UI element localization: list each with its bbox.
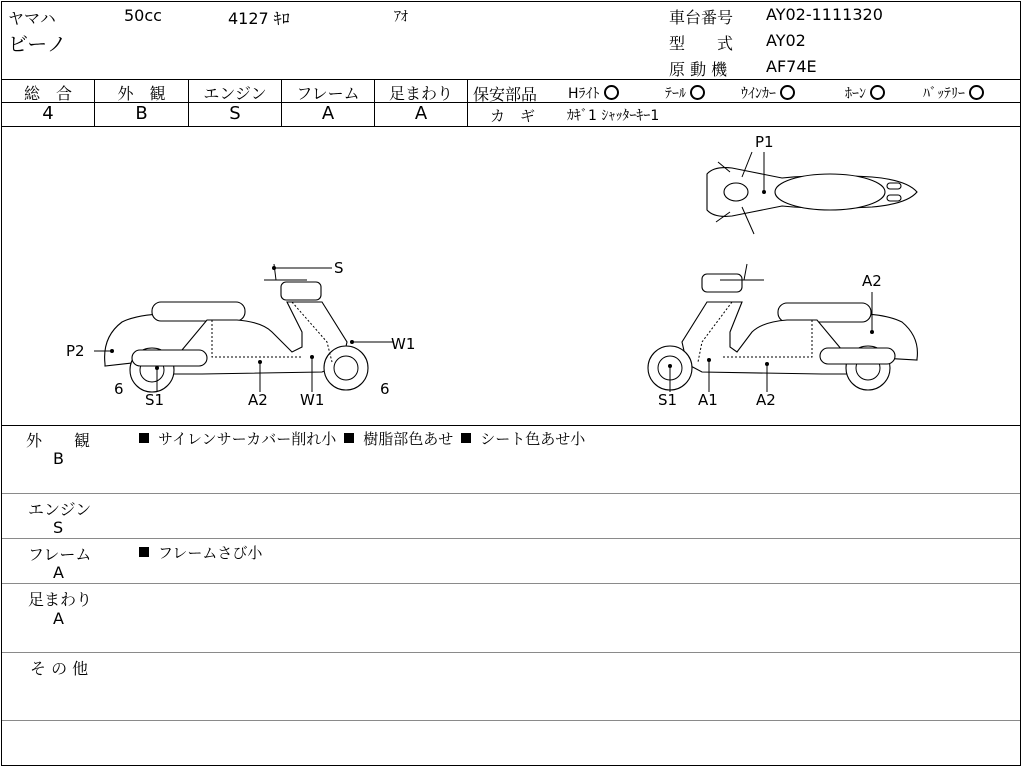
remark-label-other: そ の 他 <box>30 659 89 678</box>
safety-label: 保安部品 <box>473 85 538 104</box>
callout-label: S1 <box>658 391 678 409</box>
callout-label: W1 <box>300 391 325 409</box>
divider <box>2 538 1020 539</box>
remark-item: シート色あせ小 <box>480 430 586 448</box>
model-name: ビーノ <box>8 32 67 56</box>
bullet-icon <box>139 547 149 557</box>
chassis-label: 車台番号 <box>669 8 734 27</box>
remark-item: フレームさび小 <box>158 544 263 562</box>
divider <box>2 493 1020 494</box>
callout-label: A2 <box>862 272 882 290</box>
color: ｱｵ <box>394 9 408 25</box>
mileage: 4127 ｷﾛ <box>228 9 290 28</box>
grade-frame: A <box>321 103 335 124</box>
inspection-sheet <box>1 1 1021 766</box>
grade-header-engine: エンジン <box>203 84 267 103</box>
grade-suspension: A <box>414 103 428 124</box>
scooter-top-view <box>707 152 917 234</box>
grade-engine: S <box>229 103 241 124</box>
remark-grade-frame: A <box>53 563 64 582</box>
callout-label: A1 <box>698 391 718 409</box>
callout-label: 6 <box>380 380 390 398</box>
remark-label-suspension: 足まわり <box>28 590 93 609</box>
safety-item-label: Hﾗｲﾄ <box>568 86 600 102</box>
engine-label: 原 動 機 <box>669 60 728 79</box>
divider <box>2 583 1020 584</box>
divider <box>2 652 1020 653</box>
scooter-left-view <box>105 264 368 392</box>
remark-label-frame: フレーム <box>28 545 92 564</box>
key-label: カ ギ <box>490 107 536 125</box>
key-value: ｶｷﾞ1 ｼｬｯﾀｰｷｰ1 <box>567 108 660 124</box>
grade-exterior: B <box>135 103 148 124</box>
chassis-value: AY02-1111320 <box>766 5 883 24</box>
callout-label: S1 <box>145 391 165 409</box>
callout-label: P1 <box>755 133 774 151</box>
grade-header-frame: フレーム <box>296 84 360 103</box>
remark-label-engine: エンジン <box>28 500 92 519</box>
type-label: 型 式 <box>669 34 734 53</box>
safety-item-label: ｳｲﾝｶｰ <box>741 86 776 102</box>
grade-header-exterior: 外 観 <box>117 84 166 103</box>
remark-item: 樹脂部色あせ <box>363 430 454 448</box>
callout-label: 6 <box>114 380 124 398</box>
bullet-icon <box>344 433 354 443</box>
displacement: 50cc <box>124 6 162 25</box>
remark-items-frame <box>135 542 262 563</box>
callout-label: A2 <box>248 391 268 409</box>
grade-overall: 4 <box>42 103 54 124</box>
bullet-icon <box>461 433 471 443</box>
remark-item: サイレンサーカバー削れ小 <box>158 430 337 448</box>
callout-label: A2 <box>756 391 776 409</box>
maker: ヤマハ <box>8 9 56 28</box>
divider <box>2 720 1020 721</box>
grade-header-overall: 総 合 <box>23 84 72 103</box>
remark-label-exterior: 外 観 <box>26 431 91 450</box>
remark-grade-exterior: B <box>53 449 64 468</box>
safety-item-label: ﾎｰﾝ <box>845 86 866 102</box>
engine-value: AF74E <box>766 57 817 76</box>
grade-header-suspension: 足まわり <box>388 84 453 103</box>
safety-item-label: ﾃｰﾙ <box>665 86 686 102</box>
safety-item-label: ﾊﾞｯﾃﾘｰ <box>923 86 965 102</box>
remark-grade-engine: S <box>53 518 64 537</box>
divider <box>2 425 1020 426</box>
remark-grade-suspension: A <box>53 609 64 628</box>
scooter-diagram <box>2 2 1022 426</box>
callout-label: S <box>334 259 344 277</box>
bullet-icon <box>139 433 149 443</box>
type-value: AY02 <box>766 31 806 50</box>
callout-label: W1 <box>391 335 416 353</box>
callout-label: P2 <box>66 342 85 360</box>
remark-items-exterior <box>135 428 585 449</box>
